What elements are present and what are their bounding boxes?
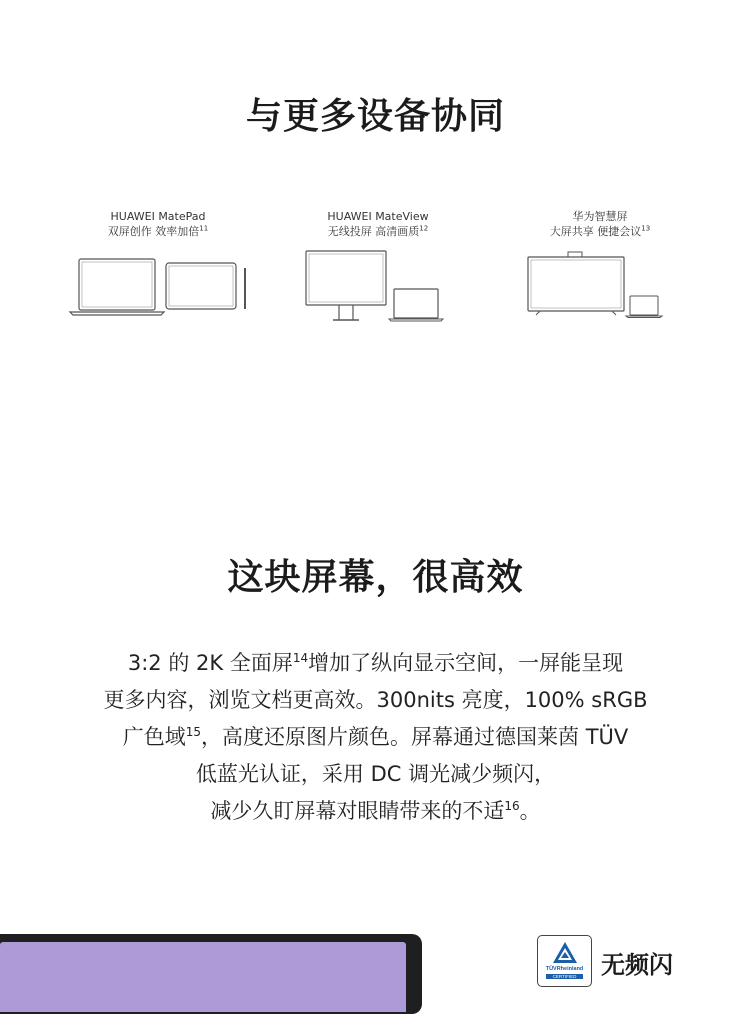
device-matepad-caption xyxy=(38,209,278,239)
tuv-certification-badge xyxy=(537,935,592,987)
device-desc: 无线投屏 高清画质$^{12}$ xyxy=(327,224,429,238)
section1-title: 与更多设备协同 xyxy=(245,96,505,137)
text-line: 3:2 的 2K 全面屏$^{14}$增加了纵向显示空间，一屏能呈现 xyxy=(127,651,624,675)
flicker-free-label: 无频闪 xyxy=(601,951,673,979)
device-desc: 双屏创作 效率加倍$^{11}$ xyxy=(107,224,209,238)
text-line: 低蓝光认证，采用 DC 调光减少频闪， xyxy=(195,762,556,786)
screen-display xyxy=(0,942,406,1012)
device-smartscreen-caption xyxy=(480,209,720,239)
monitor-laptop-illustration xyxy=(303,250,443,322)
device-desc: 大屏共享 便捷会议$^{13}$ xyxy=(549,224,651,238)
text-line: 广色域$^{15}$，高度还原图片颜色。屏幕通过德国莱茵 TÜV xyxy=(122,725,629,749)
tuv-logo-text: TÜVRheinland xyxy=(545,966,584,972)
tv-laptop-illustration xyxy=(526,252,666,318)
device-name: 华为智慧屏 xyxy=(572,210,628,223)
text-line: 减少久盯屏幕对眼睛带来的不适$^{16}$。 xyxy=(210,799,541,823)
tuv-triangle-icon xyxy=(552,941,578,965)
text-line: 更多内容，浏览文档更高效。300nits 亮度，100% sRGB xyxy=(103,688,648,712)
tuv-certified-label: CERTIFIED xyxy=(546,974,583,979)
laptop-tablet-illustration xyxy=(66,256,256,318)
laptop-screen-preview xyxy=(0,934,422,1014)
device-name: HUAWEI MateView xyxy=(327,210,429,223)
device-mateview-caption xyxy=(258,209,498,239)
section2-title: 这块屏幕，很高效 xyxy=(227,557,524,598)
screen-description xyxy=(40,645,711,830)
device-name: HUAWEI MatePad xyxy=(110,210,206,223)
